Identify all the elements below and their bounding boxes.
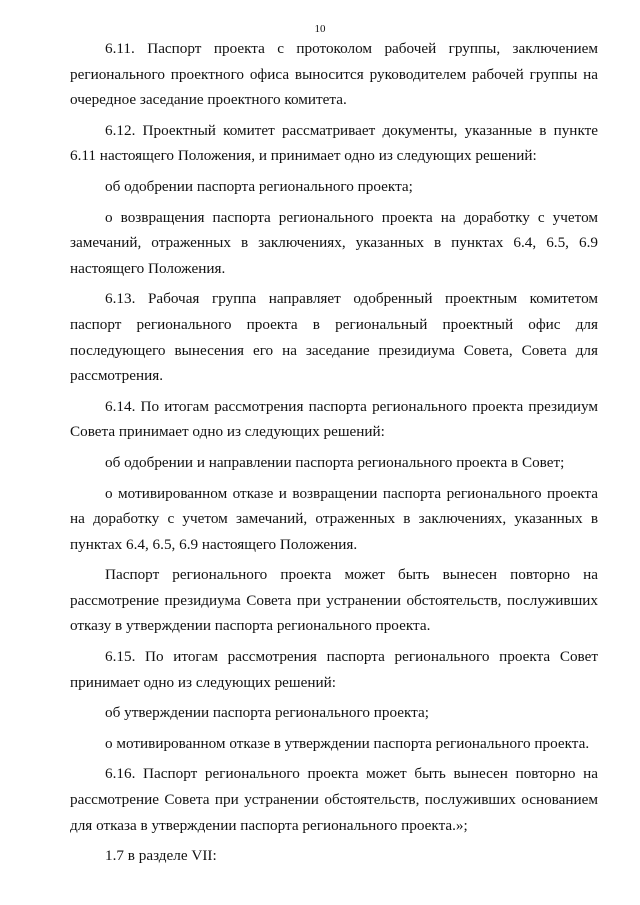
page-number: 10 [314, 23, 326, 35]
paragraph-repeat-presidium: Паспорт регионального проекта может быть вынесен повторно на рассмотрение президиума Совета при устранении обстоятельств, послуживших отказу в утверждении паспорта регионального проекта. [70, 566, 598, 635]
paragraph-6-12: 6.12. Проектный комитет рассматривает документы, указанные в пункте 6.11 настоящего Положения, и принимает одно из следующих решений: [70, 121, 598, 165]
paragraph-1-7: 1.7 в разделе VII: [105, 847, 217, 865]
paragraph-6-15: 6.15. По итогам рассмотрения паспорта регионального проекта Совет принимает одно из следующих решений: [70, 648, 598, 691]
paragraph-6-16: 6.16. Паспорт регионального проекта может быть вынесен повторно на рассмотрение Совета при устранении обстоятельств, послуживших основанием для отказа в утверждении паспорта регионального проекта.»; [70, 765, 598, 834]
document-body [70, 36, 598, 869]
paragraph-6-13: 6.13. Рабочая группа направляет одобренный проектным комитетом паспорт регионального проекта в региональный проектный офис для последующего вынесения его на заседание президиума Совета, Совета для рассмотрения. [70, 290, 598, 385]
list-item: об одобрении паспорта регионального проекта; [105, 177, 413, 195]
list-item: о возвращения паспорта регионального проекта на доработку с учетом замечаний, отраженных в заключениях, указанных в пунктах 6.4, 6.5, 6.9 настоящего Положения. [70, 208, 598, 277]
list-item: об одобрении и направлении паспорта регионального проекта в Совет; [105, 453, 565, 471]
list-item: об утверждении паспорта регионального проекта; [105, 704, 429, 722]
list-item: о мотивированном отказе и возвращении паспорта регионального проекта на доработку с учетом замечаний, отраженных в заключениях, указанных в пунктах 6.4, 6.5, 6.9 настоящего Положения. [70, 484, 598, 553]
list-item: о мотивированном отказе в утверждении паспорта регионального проекта. [105, 734, 590, 752]
paragraph-6-14: 6.14. По итогам рассмотрения паспорта регионального проекта президиум Совета принимает одно из следующих решений: [70, 397, 598, 441]
paragraph-6-11: 6.11. Паспорт проекта с протоколом рабочей группы, заключением регионального проектного офиса выносится руководителем рабочей группы на очередное заседание проектного комитета. [70, 40, 598, 109]
